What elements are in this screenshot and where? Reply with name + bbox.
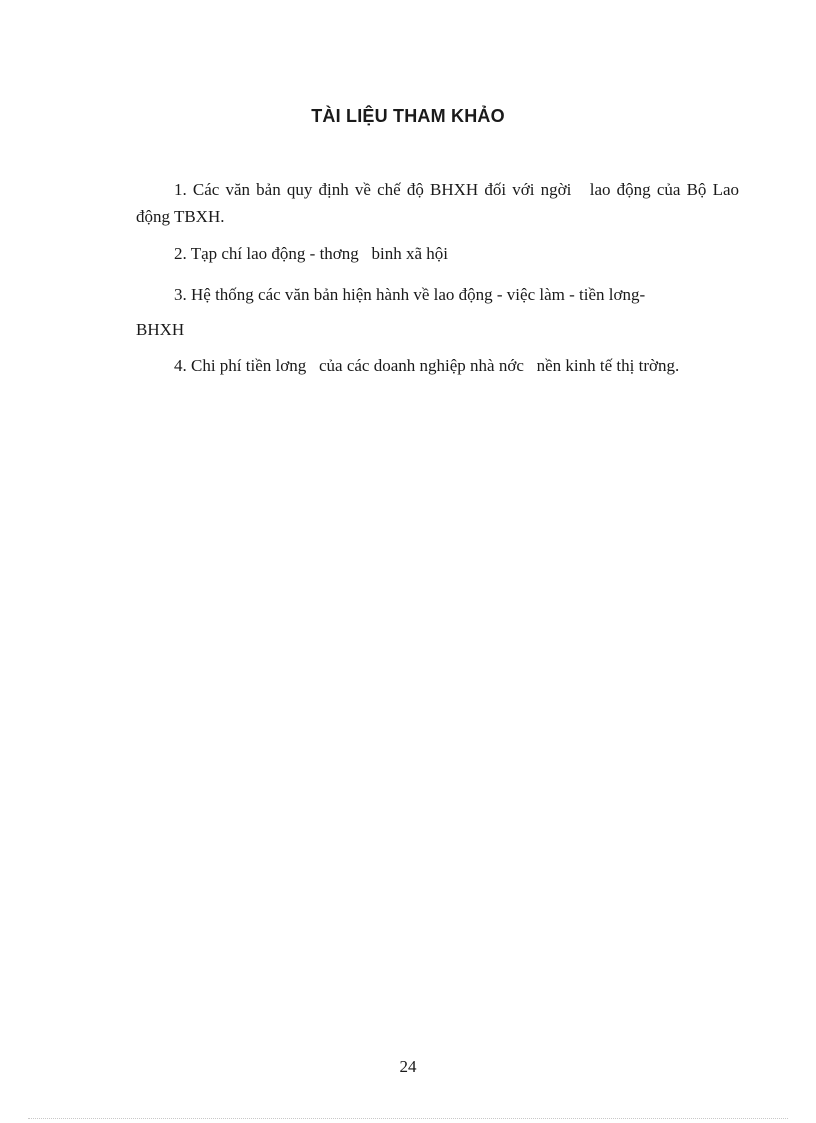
page-number: 24 bbox=[399, 1057, 417, 1076]
reference-item-3-continuation: BHXH bbox=[136, 320, 185, 339]
reference-item-1: 1. Các văn bản quy định về chế độ BHXH đối với ngời lao động của Bộ Lao động TBXH. bbox=[136, 180, 744, 226]
page-title: TÀI LIỆU THAM KHẢO bbox=[311, 106, 505, 126]
page-bottom-divider bbox=[28, 1118, 788, 1119]
reference-item-3: 3. Hệ thống các văn bản hiện hành về lao động - việc làm - tiền lơng- bbox=[174, 285, 646, 304]
reference-item-4: 4. Chi phí tiền lơng của các doanh nghiệp nhà nớc nền kinh tế thị trờng. bbox=[174, 356, 680, 375]
reference-item-2: 2. Tạp chí lao động - thơng binh xã hội bbox=[174, 244, 449, 263]
